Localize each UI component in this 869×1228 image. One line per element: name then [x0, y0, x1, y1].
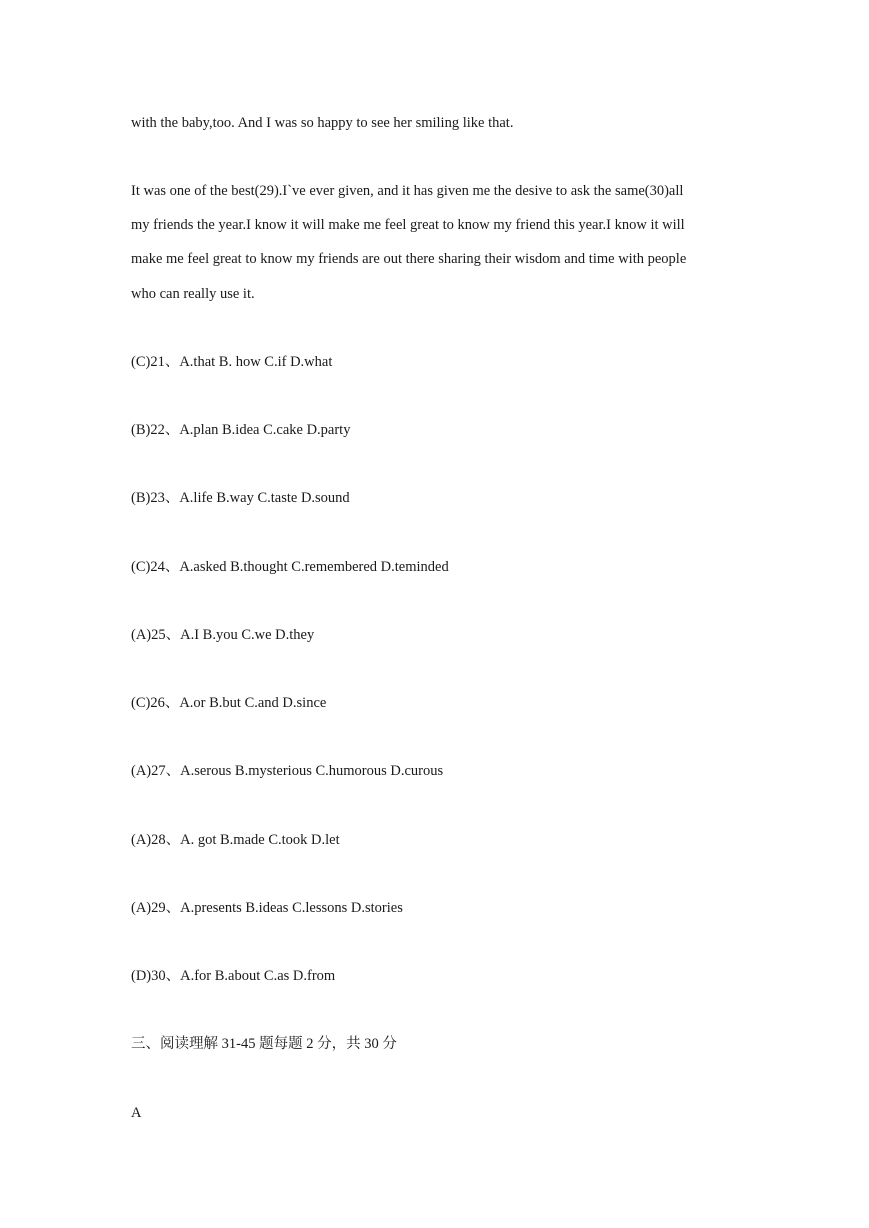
answer-item: (D)30、A.for B.about C.as D.from	[131, 968, 336, 984]
passage-line: who can really use it.	[131, 286, 255, 302]
answer-item: (C)24、A.asked B.thought C.remembered D.teminded	[131, 559, 449, 575]
answer-item: (A)25、A.I B.you C.we D.they	[131, 627, 315, 643]
answer-item: (C)26、A.or B.but C.and D.since	[131, 695, 327, 711]
passage-line: make me feel great to know my friends are out there sharing their wisdom and time with people	[131, 251, 687, 267]
answer-item: (A)28、A. got B.made C.took D.let	[131, 832, 340, 848]
answer-item: (B)23、A.life B.way C.taste D.sound	[131, 490, 350, 506]
subsection-label: A	[131, 1105, 142, 1121]
answer-item: (A)29、A.presents B.ideas C.lessons D.stories	[131, 900, 403, 916]
answer-item: (A)27、A.serous B.mysterious C.humorous D.curous	[131, 763, 444, 779]
answer-item: (C)21、A.that B. how C.if D.what	[131, 354, 333, 370]
passage-line: my friends the year.I know it will make me feel great to know my friend this year.I know it will	[131, 217, 685, 233]
passage-line: It was one of the best(29).I`ve ever given, and it has given me the desive to ask the same(30)all	[131, 183, 684, 199]
answer-item: (B)22、A.plan B.idea C.cake D.party	[131, 422, 351, 438]
passage-line: with the baby,too. And I was so happy to see her smiling like that.	[131, 115, 514, 131]
section-heading: 三、阅读理解 31-45 题每题 2 分，共 30 分	[131, 1036, 397, 1052]
